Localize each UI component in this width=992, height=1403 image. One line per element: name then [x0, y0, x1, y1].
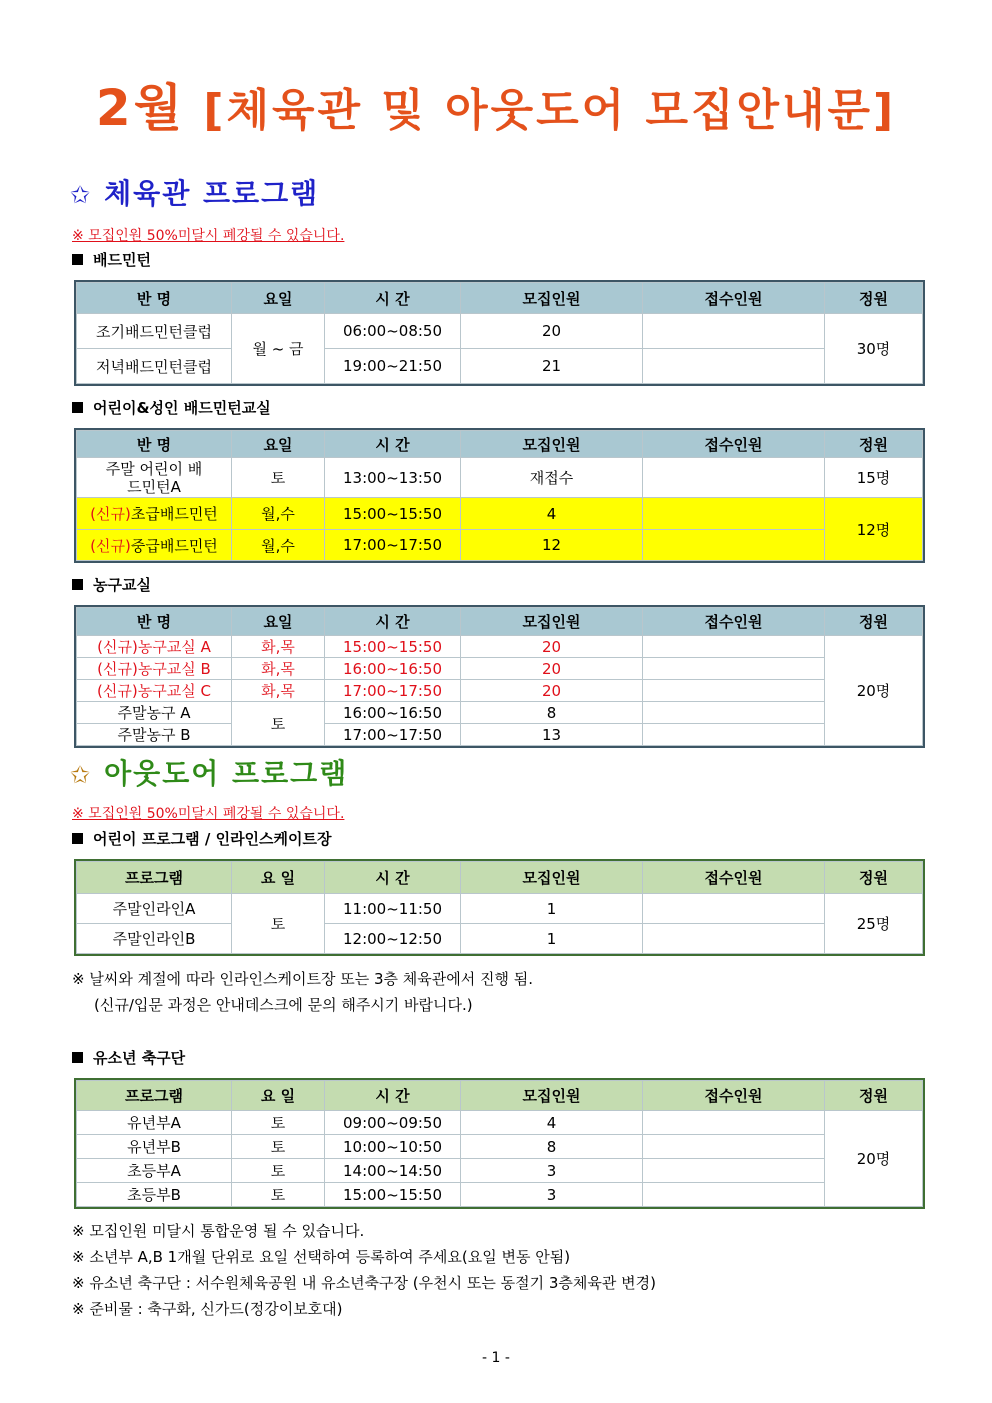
table-header-row — [77, 1081, 923, 1111]
day-cell: 화,목 — [232, 680, 325, 702]
recruit-cell: 21 — [461, 349, 643, 384]
badminton-title: 배드민턴 — [93, 251, 151, 269]
applied-cell[interactable] — [643, 894, 825, 924]
program-name: 주말인라인B — [77, 924, 232, 954]
time-cell: 10:00~10:50 — [325, 1135, 461, 1159]
capacity-cell: 20명 — [825, 636, 923, 746]
time-cell: 17:00~17:50 — [325, 680, 461, 702]
gym-section-heading — [70, 172, 319, 212]
header-class: 반 명 — [77, 283, 232, 314]
class-name: 저녁배드민턴클럽 — [77, 349, 232, 384]
inline-table — [76, 861, 923, 954]
recruit-cell: 재접수 — [461, 458, 643, 498]
applied-cell[interactable] — [643, 702, 825, 724]
soccer-heading — [72, 1047, 185, 1068]
time-cell: 12:00~12:50 — [325, 924, 461, 954]
recruit-cell: 1 — [461, 924, 643, 954]
header-recruit: 모집인원 — [461, 608, 643, 636]
applied-cell[interactable] — [643, 314, 825, 349]
inline-title: 어린이 프로그램 / 인라인스케이트장 — [93, 830, 332, 848]
gym-notice: ※ 모집인원 50%미달시 폐강될 수 있습니다. — [72, 228, 345, 244]
time-cell: 11:00~11:50 — [325, 894, 461, 924]
program-name: 초등부A — [77, 1159, 232, 1183]
badminton-heading — [72, 249, 151, 270]
class-name — [77, 498, 232, 530]
square-bullet-icon — [72, 1052, 83, 1063]
time-cell: 15:00~15:50 — [325, 498, 461, 530]
title-month: 2월 — [95, 79, 186, 137]
header-day: 요일 — [232, 283, 325, 314]
square-bullet-icon — [72, 254, 83, 265]
outdoor-section-heading — [70, 752, 348, 792]
table-row — [77, 349, 923, 384]
gym-heading-text: 체육관 프로그램 — [104, 177, 320, 210]
star-icon: ✩ — [70, 761, 93, 789]
table-row — [77, 658, 923, 680]
recruit-cell: 20 — [461, 314, 643, 349]
table-row — [77, 530, 923, 561]
applied-cell[interactable] — [643, 349, 825, 384]
class-name-text: 중급배드민턴 — [130, 536, 218, 555]
header-recruit: 모집인원 — [461, 283, 643, 314]
title-rest: [체육관 및 아웃도어 모집안내문] — [203, 85, 897, 136]
class-name-text: 초급배드민턴 — [130, 505, 218, 523]
class-name: 주말 어린이 배드민턴A — [77, 458, 232, 498]
recruit-cell: 12 — [461, 530, 643, 561]
time-cell: 15:00~15:50 — [325, 1183, 461, 1207]
time-cell: 17:00~17:50 — [325, 724, 461, 746]
recruit-cell: 13 — [461, 724, 643, 746]
recruit-cell: 1 — [461, 894, 643, 924]
badminton-table — [76, 282, 923, 384]
basketball-table — [76, 607, 923, 746]
class-name: 주말농구 A — [77, 702, 232, 724]
applied-cell[interactable] — [643, 498, 825, 530]
table-row — [77, 924, 923, 954]
recruit-cell: 3 — [461, 1159, 643, 1183]
time-cell: 16:00~16:50 — [325, 702, 461, 724]
day-cell: 화,목 — [232, 658, 325, 680]
kids-badminton-table — [76, 430, 923, 561]
header-day: 요 일 — [232, 862, 325, 894]
header-class: 반 명 — [77, 608, 232, 636]
basketball-heading — [72, 574, 151, 595]
class-name: (신규)농구교실 B — [77, 658, 232, 680]
new-tag: (신규) — [90, 536, 131, 555]
recruit-cell: 3 — [461, 1183, 643, 1207]
soccer-note-1: ※ 모집인원 미달시 통합운영 될 수 있습니다. — [72, 1222, 365, 1240]
soccer-note-2: ※ 소년부 A,B 1개월 단위로 요일 선택하여 등록하여 주세요(요일 변동 안됨) — [72, 1248, 571, 1266]
header-day: 요일 — [232, 608, 325, 636]
table-row — [77, 724, 923, 746]
day-cell: 월 ~ 금 — [232, 314, 325, 384]
header-applied: 접수인원 — [643, 608, 825, 636]
header-capacity: 정원 — [825, 1081, 923, 1111]
header-day: 요 일 — [232, 1081, 325, 1111]
table-row — [77, 498, 923, 530]
header-recruit: 모집인원 — [461, 431, 643, 458]
table-row — [77, 1183, 923, 1207]
table-row — [77, 1159, 923, 1183]
header-capacity: 정원 — [825, 608, 923, 636]
header-applied: 접수인원 — [643, 431, 825, 458]
time-cell: 14:00~14:50 — [325, 1159, 461, 1183]
header-capacity: 정원 — [825, 431, 923, 458]
applied-cell[interactable] — [643, 724, 825, 746]
outdoor-notice: ※ 모집인원 50%미달시 폐강될 수 있습니다. — [72, 806, 345, 822]
header-time: 시 간 — [325, 608, 461, 636]
day-cell: 토 — [232, 1183, 325, 1207]
header-class: 반 명 — [77, 431, 232, 458]
star-icon: ✩ — [70, 181, 93, 209]
header-recruit: 모집인원 — [461, 1081, 643, 1111]
soccer-title: 유소년 축구단 — [93, 1049, 186, 1067]
day-cell: 월,수 — [232, 530, 325, 561]
table-header-row — [77, 283, 923, 314]
table-header-row — [77, 862, 923, 894]
header-program: 프로그램 — [77, 862, 232, 894]
time-cell: 17:00~17:50 — [325, 530, 461, 561]
recruit-cell: 20 — [461, 658, 643, 680]
time-cell: 09:00~09:50 — [325, 1111, 461, 1135]
header-applied: 접수인원 — [643, 1081, 825, 1111]
class-name: 주말농구 B — [77, 724, 232, 746]
outdoor-heading-text: 아웃도어 프로그램 — [104, 757, 349, 790]
table-row — [77, 894, 923, 924]
page-title — [0, 68, 992, 140]
soccer-note-3: ※ 유소년 축구단 : 서수원체육공원 내 유소년축구장 (우천시 또는 동절기 3층체육관 변경) — [72, 1274, 656, 1292]
day-cell: 토 — [232, 1135, 325, 1159]
square-bullet-icon — [72, 402, 83, 413]
kids-badminton-title: 어린이&성인 배드민턴교실 — [93, 399, 271, 417]
capacity-cell: 20명 — [825, 1111, 923, 1207]
day-cell: 토 — [232, 894, 325, 954]
class-name — [77, 530, 232, 561]
basketball-title: 농구교실 — [93, 576, 151, 594]
time-cell: 19:00~21:50 — [325, 349, 461, 384]
header-program: 프로그램 — [77, 1081, 232, 1111]
inline-note-1: ※ 날씨와 계절에 따라 인라인스케이트장 또는 3층 체육관에서 진행 됨. — [72, 970, 534, 988]
table-header-row — [77, 431, 923, 458]
page-number: - 1 - — [482, 1350, 510, 1366]
day-cell: 토 — [232, 1159, 325, 1183]
header-time: 시 간 — [325, 283, 461, 314]
recruit-cell: 8 — [461, 702, 643, 724]
header-capacity: 정원 — [825, 862, 923, 894]
header-time: 시 간 — [325, 431, 461, 458]
table-header-row — [77, 608, 923, 636]
program-name: 초등부B — [77, 1183, 232, 1207]
applied-cell[interactable] — [643, 1183, 825, 1207]
time-cell: 16:00~16:50 — [325, 658, 461, 680]
table-row — [77, 636, 923, 658]
recruit-cell: 8 — [461, 1135, 643, 1159]
applied-cell[interactable] — [643, 458, 825, 498]
capacity-cell: 15명 — [825, 458, 923, 498]
day-cell: 토 — [232, 702, 325, 746]
square-bullet-icon — [72, 833, 83, 844]
class-name: (신규)농구교실 C — [77, 680, 232, 702]
class-name: 조기배드민턴클럽 — [77, 314, 232, 349]
applied-cell[interactable] — [643, 1159, 825, 1183]
table-row — [77, 458, 923, 498]
header-recruit: 모집인원 — [461, 862, 643, 894]
capacity-cell: 25명 — [825, 894, 923, 954]
day-cell: 월,수 — [232, 498, 325, 530]
header-applied: 접수인원 — [643, 862, 825, 894]
soccer-table — [76, 1080, 923, 1207]
program-name: 주말인라인A — [77, 894, 232, 924]
recruit-cell: 20 — [461, 636, 643, 658]
square-bullet-icon — [72, 579, 83, 590]
time-cell: 13:00~13:50 — [325, 458, 461, 498]
class-name: (신규)농구교실 A — [77, 636, 232, 658]
table-row — [77, 1111, 923, 1135]
soccer-note-4: ※ 준비물 : 축구화, 신가드(정강이보호대) — [72, 1300, 343, 1318]
header-day: 요일 — [232, 431, 325, 458]
table-row — [77, 1135, 923, 1159]
header-applied: 접수인원 — [643, 283, 825, 314]
header-time: 시 간 — [325, 1081, 461, 1111]
inline-heading — [72, 828, 332, 849]
inline-note-2: (신규/입문 과정은 안내데스크에 문의 해주시기 바랍니다.) — [94, 996, 473, 1014]
kids-badminton-heading — [72, 397, 271, 418]
applied-cell[interactable] — [643, 1111, 825, 1135]
header-capacity: 정원 — [825, 283, 923, 314]
applied-cell[interactable] — [643, 1135, 825, 1159]
day-cell: 토 — [232, 458, 325, 498]
table-row — [77, 680, 923, 702]
day-cell: 화,목 — [232, 636, 325, 658]
program-name: 유년부B — [77, 1135, 232, 1159]
applied-cell[interactable] — [643, 680, 825, 702]
table-row — [77, 314, 923, 349]
applied-cell[interactable] — [643, 530, 825, 561]
time-cell: 15:00~15:50 — [325, 636, 461, 658]
capacity-cell: 12명 — [825, 498, 923, 561]
applied-cell[interactable] — [643, 636, 825, 658]
applied-cell[interactable] — [643, 658, 825, 680]
recruit-cell: 20 — [461, 680, 643, 702]
table-row — [77, 702, 923, 724]
time-cell: 06:00~08:50 — [325, 314, 461, 349]
header-time: 시 간 — [325, 862, 461, 894]
recruit-cell: 4 — [461, 1111, 643, 1135]
new-tag: (신규) — [90, 505, 131, 523]
capacity-cell: 30명 — [825, 314, 923, 384]
recruit-cell: 4 — [461, 498, 643, 530]
applied-cell[interactable] — [643, 924, 825, 954]
program-name: 유년부A — [77, 1111, 232, 1135]
day-cell: 토 — [232, 1111, 325, 1135]
